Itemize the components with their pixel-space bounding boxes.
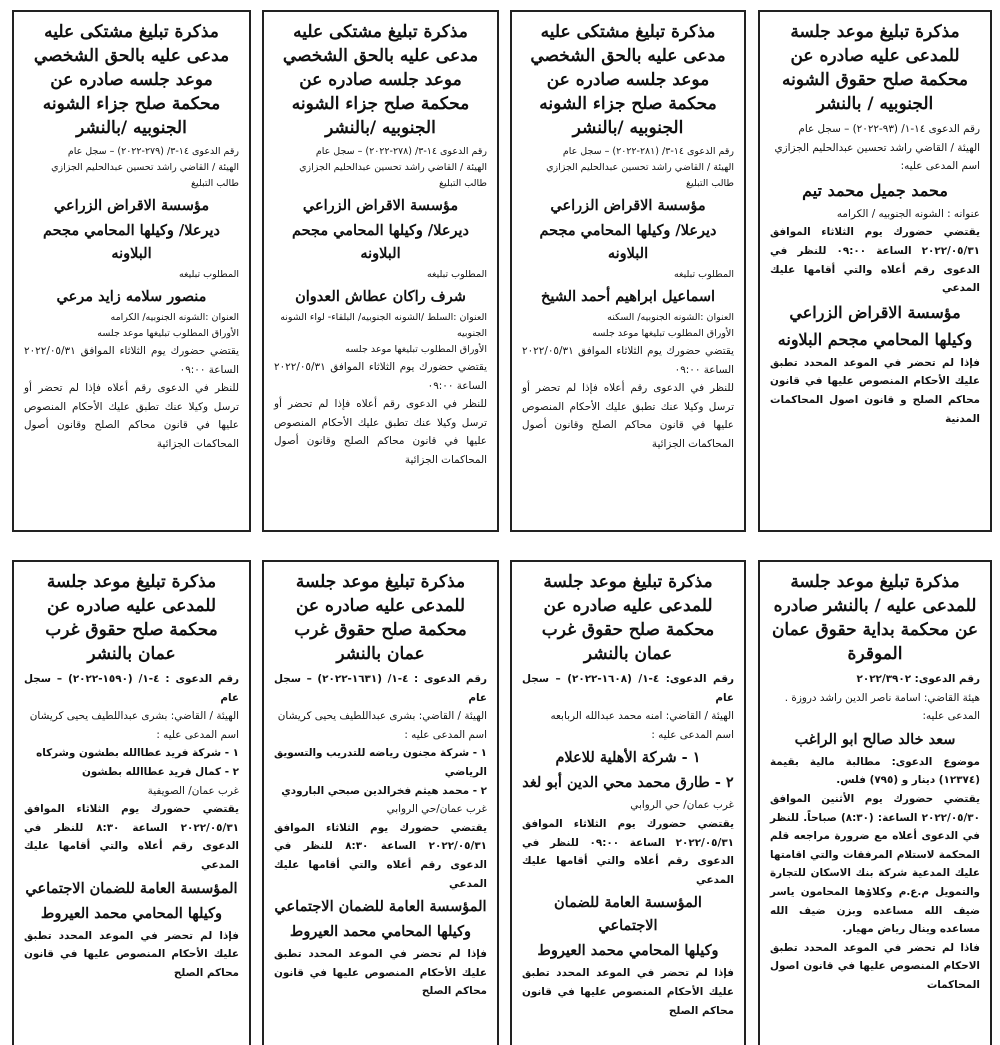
judge-panel: هيئة القاضي: اسامة ناصر الدين راشد دروزة . [784, 691, 980, 704]
address: العنوان :السلط /الشونه الجنوبيه/ البلقاء- لواء الشونه الجنوبيه [280, 312, 487, 339]
notice-n3 [262, 10, 499, 532]
address: عنوانه : الشونه الجنوبيه / الكرامه [836, 207, 980, 220]
defendant-name: اسماعيل ابراهيم أحمد الشيخ [541, 288, 715, 305]
judge-panel: الهيئة / القاضي راشد تحسين عبدالحليم الجزازي [51, 162, 239, 173]
warning-text: فإذا لم تحضر في الموعد المحدد تطبق عليك الأحكام المنصوص عليها في قانون محاكم الصلح [24, 929, 239, 979]
defendant-1: ١ - شركة فريد عطاالله بطشون وشركاه [36, 747, 239, 760]
address: غرب عمان/ حي الروابي [630, 799, 734, 812]
requester-label: طالب التبليغ [438, 178, 487, 189]
defendant-name: سعد خالد صالح ابو الراغب [794, 730, 956, 748]
case-number: رقم الدعوى : ٤-١/ (١٦٣١-٢٠٢٢) – سجل عام [274, 673, 487, 704]
lawyer-name: ديرعلا/ وكيلها المحامي مجحم البلاونه [42, 222, 221, 262]
plaintiff-name: مؤسسة الاقراض الزراعي [302, 197, 459, 214]
notice-n2 [510, 10, 746, 532]
summons-text: يقتضي حضورك يوم الثلاثاء الموافق ٢٠٢٢/٠٥/٣١ الساعة ٠٩:٠٠ [522, 345, 734, 376]
notice-title: مذكرة تبليغ مشتكى عليه مدعى عليه بالحق الشخصي موعد جلسه صادره عن محكمة صلح جزاء الشونه الجنوبيه /بالنشر [33, 22, 230, 138]
case-number: رقم الدعوى ١٤-٣/ (٢٧٩-٢٠٢٢) – سجل عام [67, 146, 239, 157]
warning-text: فإذا لم تحضر في الموعد المحدد تطبق عليك الأحكام المنصوص عليها في قانون محاكم الصلح [274, 948, 487, 998]
case-number: رقم الدعوى: ٤-١/ (١٦٠٨-٢٠٢٢) – سجل عام [522, 673, 734, 704]
judge-panel: الهيئة / القاضي راشد تحسين عبدالحليم الجزازي [774, 141, 980, 154]
notice-n4 [12, 10, 251, 532]
notice-n7 [262, 560, 499, 1045]
judge-panel: الهيئة / القاضي: بشرى عبداللطيف يحيى كريشان [277, 710, 487, 723]
case-number: رقم الدعوى ١٤-١/ (٩٣-٢٠٢٢) – سجل عام [798, 123, 980, 135]
plaintiff-name: مؤسسة الاقراض الزراعي [53, 197, 210, 214]
requester-label: طالب التبليغ [190, 178, 239, 189]
target-label: المطلوب تبليغه [178, 269, 239, 280]
case-subject: موضوع الدعوى: مطالبة مالية بقيمة (١٢٣٧٤) دينار و (٧٩٥) فلس. [770, 755, 980, 787]
judge-panel: الهيئة / القاضي: امنه محمد عبدالله الربابعه [550, 710, 734, 723]
warning-text: فإذا لم تحضر في الموعد المحدد تطبق عليك الأحكام المنصوص عليها في قانون محاكم الصلح و قانون اصول المحاكمات المدنية [770, 356, 980, 425]
lawyer-name: ديرعلا/ وكيلها المحامي مجحم البلاونه [291, 222, 470, 262]
lawyer-name: وكيلها المحامي محمد العيروط [289, 923, 472, 941]
plaintiff-name: مؤسسة الاقراض الزراعي [550, 197, 706, 214]
defendant-2: ٢ - طارق محمد محي الدين أبو لغد [522, 774, 734, 792]
defendant-2: ٢ - كمال فريد عطاالله بطشون [82, 765, 239, 778]
defendant-name: شرف راكان عطاش العدوان [295, 288, 466, 305]
target-label: المطلوب تبليغه [426, 269, 487, 280]
warning-text: للنظر في الدعوى رقم أعلاه فإذا لم تحضر أو ترسل وكيلا عنك تطبق عليك الأحكام المنصوص عليها في قانون محاكم الصلح وقانون أصول المحاكمات الجزائية [522, 382, 734, 450]
case-number: رقم الدعوى ١٤-٣/ (٢٧٨-٢٠٢٢) – سجل عام [315, 146, 487, 157]
defendant-label: المدعى عليه: [922, 710, 980, 723]
summons-text: يقتضي حضورك يوم الثلاثاء الموافق ٢٠٢٢/٠٥/٣١ الساعة ٠٩:٠٠ [274, 361, 487, 392]
notice-n8 [12, 560, 251, 1045]
defendant-name: محمد جميل محمد تيم [802, 180, 948, 200]
address: العنوان :الشونه الجنوبيه/ السكنه [607, 312, 734, 323]
notice-n6 [510, 560, 746, 1045]
case-number: رقم الدعوى: ٢٠٢٢/٣٩٠٢ [856, 673, 980, 685]
notice-n5 [758, 560, 992, 1045]
defendant-name: منصور سلامه زايد مرعي [56, 288, 207, 305]
defendant-1: ١ - شركة مجنون رياضه للتدريب والتسويق الرياضي [274, 747, 487, 778]
summons-text: يقتضي حضورك يوم الثلاثاء الموافق ٢٠٢٢/٠٥/٣١ الساعة ٨:٣٠ للنظر في الدعوى رقم أعلاه والتي أقامها عليك المدعي [274, 821, 487, 890]
target-label: المطلوب تبليغه [673, 269, 734, 280]
defendant-2: ٢ - محمد هيثم فخرالدين صبحي البارودي [281, 784, 487, 797]
notice-title: مذكرة تبليغ مشتكى عليه مدعى عليه بالحق الشخصي موعد جلسه صادره عن محكمة صلح جزاء الشونه الجنوبيه /بالنشر [282, 22, 479, 138]
summons-text: يقتضي حضورك يوم الثلاثاء الموافق ٢٠٢٢/٠٥/٣١ الساعة ٠٩:٠٠ [24, 345, 239, 376]
defendant-label: اسم المدعى عليه: [900, 160, 980, 173]
summons-text: يقتضي حضورك يوم الثلاثاء الموافق ٢٠٢٢/٠٥/٣١ الساعة ٠٩:٠٠ للنظر في الدعوى رقم أعلاه والتي أقامها عليك المدعي [770, 226, 980, 295]
lawyer-name: وكيلها المحامي مجحم البلاونه [777, 329, 973, 349]
notice-title: مذكرة تبليغ موعد جلسة للمدعى عليه صادره عن محكمة صلح حقوق غرب عمان بالنشر [45, 572, 218, 664]
warning-text: فاذا لم تحضر في الموعد المحدد تطبق الاحكام المنصوص عليها في قانون اصول المحاكمات [770, 941, 980, 991]
plaintiff-name: المؤسسة العامة للضمان الاجتماعي [274, 898, 487, 916]
summons-text: يقتضي حضورك يوم الأثنين الموافق ٢٠٢٢/٠٥/٣٠ الساعة: (٨:٣٠) صباحاً. للنظر في الدعوى أعلاه مع ضرورة مراجعه قلم المحكمة لاستلام المرفقات والتي اقامتها عليك المدعية شركة بنك الاسكان للتجارة والتمويل م.ع.م وكلاؤها المحامون ياسر ضيف الله مساعده وبزن ضيف الله مساعده وينال رياض مهيار. [770, 792, 980, 936]
documents-line: الأوراق المطلوب تبليغها موعد جلسه [345, 344, 487, 355]
address: غرب عمان/ الصويفية [147, 784, 239, 797]
case-number: رقم الدعوى ١٤-٣/ (٢٨١-٢٠٢٢) – سجل عام [562, 146, 734, 157]
lawyer-name: ديرعلا/ وكيلها المحامي مجحم البلاونه [539, 222, 717, 262]
lawyer-name: وكيلها المحامي محمد العيروط [537, 942, 719, 960]
requester-label: طالب التبليغ [685, 178, 734, 189]
defendant-label: اسم المدعى عليه : [404, 728, 487, 741]
case-number: رقم الدعوى : ٤-١/ (١٥٩٠-٢٠٢٢) – سجل عام [24, 673, 239, 704]
defendant-label: اسم المدعى عليه : [156, 728, 239, 741]
notice-n1 [758, 10, 992, 532]
warning-text: فإذا لم تحضر في الموعد المحدد تطبق عليك الأحكام المنصوص عليها في قانون محاكم الصلح [522, 967, 734, 1017]
judge-panel: الهيئة / القاضي راشد تحسين عبدالحليم الجزازي [546, 162, 734, 173]
notice-title: مذكرة تبليغ مشتكى عليه مدعى عليه بالحق الشخصي موعد جلسه صادره عن محكمة صلح جزاء الشونه الجنوبيه /بالنشر [530, 22, 726, 138]
warning-text: للنظر في الدعوى رقم أعلاه فإذا لم تحضر أو ترسل وكيلا عنك تطبق عليك الأحكام المنصوص عليها في قانون محاكم الصلح وقانون أصول المحاكمات الجزائية [274, 398, 487, 466]
address: غرب عمان/حي الروابي [386, 803, 487, 816]
notice-title: مذكرة تبليغ موعد جلسة للمدعى عليه صادره عن محكمة صلح حقوق غرب عمان بالنشر [294, 572, 467, 664]
plaintiff-name: المؤسسة العامة للضمان الاجتماعي [25, 879, 238, 897]
plaintiff-name: مؤسسة الاقراض الزراعي [789, 302, 961, 322]
defendant-1: ١ - شركة الأهلية للاعلام [555, 749, 701, 767]
documents-line: الأوراق المطلوب تبليغها موعد جلسه [592, 328, 734, 339]
lawyer-name: وكيلها المحامي محمد العيروط [40, 904, 223, 922]
notice-title: مذكرة تبليغ موعد جلسة للمدعى عليه / بالنشر صادره عن محكمة بداية حقوق عمان الموقرة [771, 572, 979, 664]
judge-panel: الهيئة / القاضي راشد تحسين عبدالحليم الجزازي [299, 162, 487, 173]
notice-title: مذكرة تبليغ موعد جلسة للمدعى عليه صادره عن محكمة صلح حقوق غرب عمان بالنشر [541, 572, 715, 664]
notice-title: مذكرة تبليغ موعد جلسة للمدعى عليه صادره عن محكمة صلح حقوق الشونه الجنوبيه / بالنشر [782, 22, 968, 114]
plaintiff-name: المؤسسة العامة للضمان الاجتماعي [554, 894, 702, 935]
summons-text: يقتضي حضورك يوم الثلاثاء الموافق ٢٠٢٢/٠٥/٣١ الساعة ٠٩:٠٠ للنظر في الدعوى رقم أعلاه والتي أقامها عليك المدعي [522, 817, 734, 886]
documents-line: الأوراق المطلوب تبليغها موعد جلسه [97, 328, 239, 339]
address: العنوان :الشونه الجنوبيه/ الكرامه [110, 312, 239, 323]
judge-panel: الهيئة / القاضي: بشرى عبداللطيف يحيى كريشان [29, 710, 239, 723]
defendant-label: اسم المدعى عليه : [651, 728, 734, 741]
warning-text: للنظر في الدعوى رقم أعلاه فإذا لم تحضر أو ترسل وكيلا عنك تطبق عليك الأحكام المنصوص عليها في قانون محاكم الصلح وقانون أصول المحاكمات الجزائية [24, 382, 239, 450]
summons-text: يقتضي حضورك يوم الثلاثاء الموافق ٢٠٢٢/٠٥/٣١ الساعة ٨:٣٠ للنظر في الدعوى رقم أعلاه والتي أقامها عليك المدعي [24, 803, 239, 871]
